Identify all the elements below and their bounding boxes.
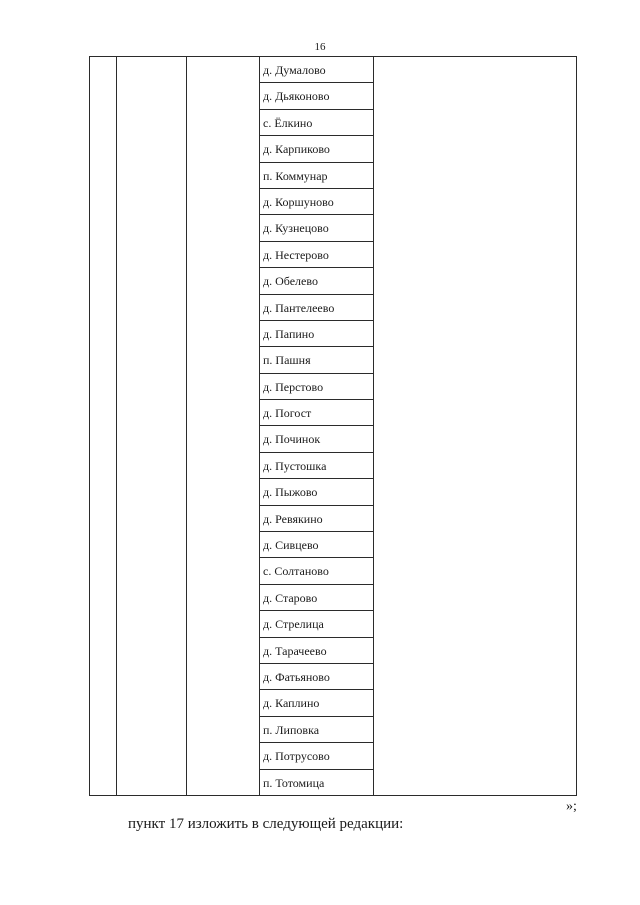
settlement-row: д. Ревякино <box>260 506 373 532</box>
settlement-row: д. Думалово <box>260 57 373 83</box>
settlement-row: д. Нестерово <box>260 242 373 268</box>
settlement-row: д. Погост <box>260 400 373 426</box>
settlement-row: п. Коммунар <box>260 163 373 189</box>
settlement-row: д. Каплино <box>260 690 373 716</box>
settlement-row: д. Папино <box>260 321 373 347</box>
settlement-row: д. Пантелеево <box>260 295 373 321</box>
amendment-paragraph: пункт 17 изложить в следующей редакции: <box>128 816 404 832</box>
settlement-row: д. Кузнецово <box>260 215 373 241</box>
settlement-row: д. Фатьяново <box>260 664 373 690</box>
settlement-row: д. Пыжово <box>260 479 373 505</box>
table-column-divider <box>373 57 374 795</box>
settlement-row: д. Сивцево <box>260 532 373 558</box>
settlement-row: д. Старово <box>260 585 373 611</box>
page-number: 16 <box>314 41 326 53</box>
settlement-row: д. Дьяконово <box>260 83 373 109</box>
settlement-row: д. Потрусово <box>260 743 373 769</box>
settlement-row: с. Ёлкино <box>260 110 373 136</box>
settlement-row: д. Починок <box>260 426 373 452</box>
settlement-row: п. Пашня <box>260 347 373 373</box>
settlement-row: д. Стрелица <box>260 611 373 637</box>
settlement-row: п. Липовка <box>260 717 373 743</box>
table-column-divider <box>186 57 187 795</box>
settlement-row: д. Перстово <box>260 374 373 400</box>
table-column-divider <box>116 57 117 795</box>
settlement-row: с. Солтаново <box>260 558 373 584</box>
settlement-row: д. Тарачеево <box>260 638 373 664</box>
settlement-list <box>260 57 373 795</box>
settlement-row: п. Тотомица <box>263 775 325 790</box>
settlements-table <box>89 56 577 796</box>
settlement-row: д. Коршуново <box>260 189 373 215</box>
closing-quote: »; <box>566 799 577 814</box>
settlement-row: д. Обелево <box>260 268 373 294</box>
settlement-row: д. Пустошка <box>260 453 373 479</box>
settlement-row: д. Карпиково <box>260 136 373 162</box>
